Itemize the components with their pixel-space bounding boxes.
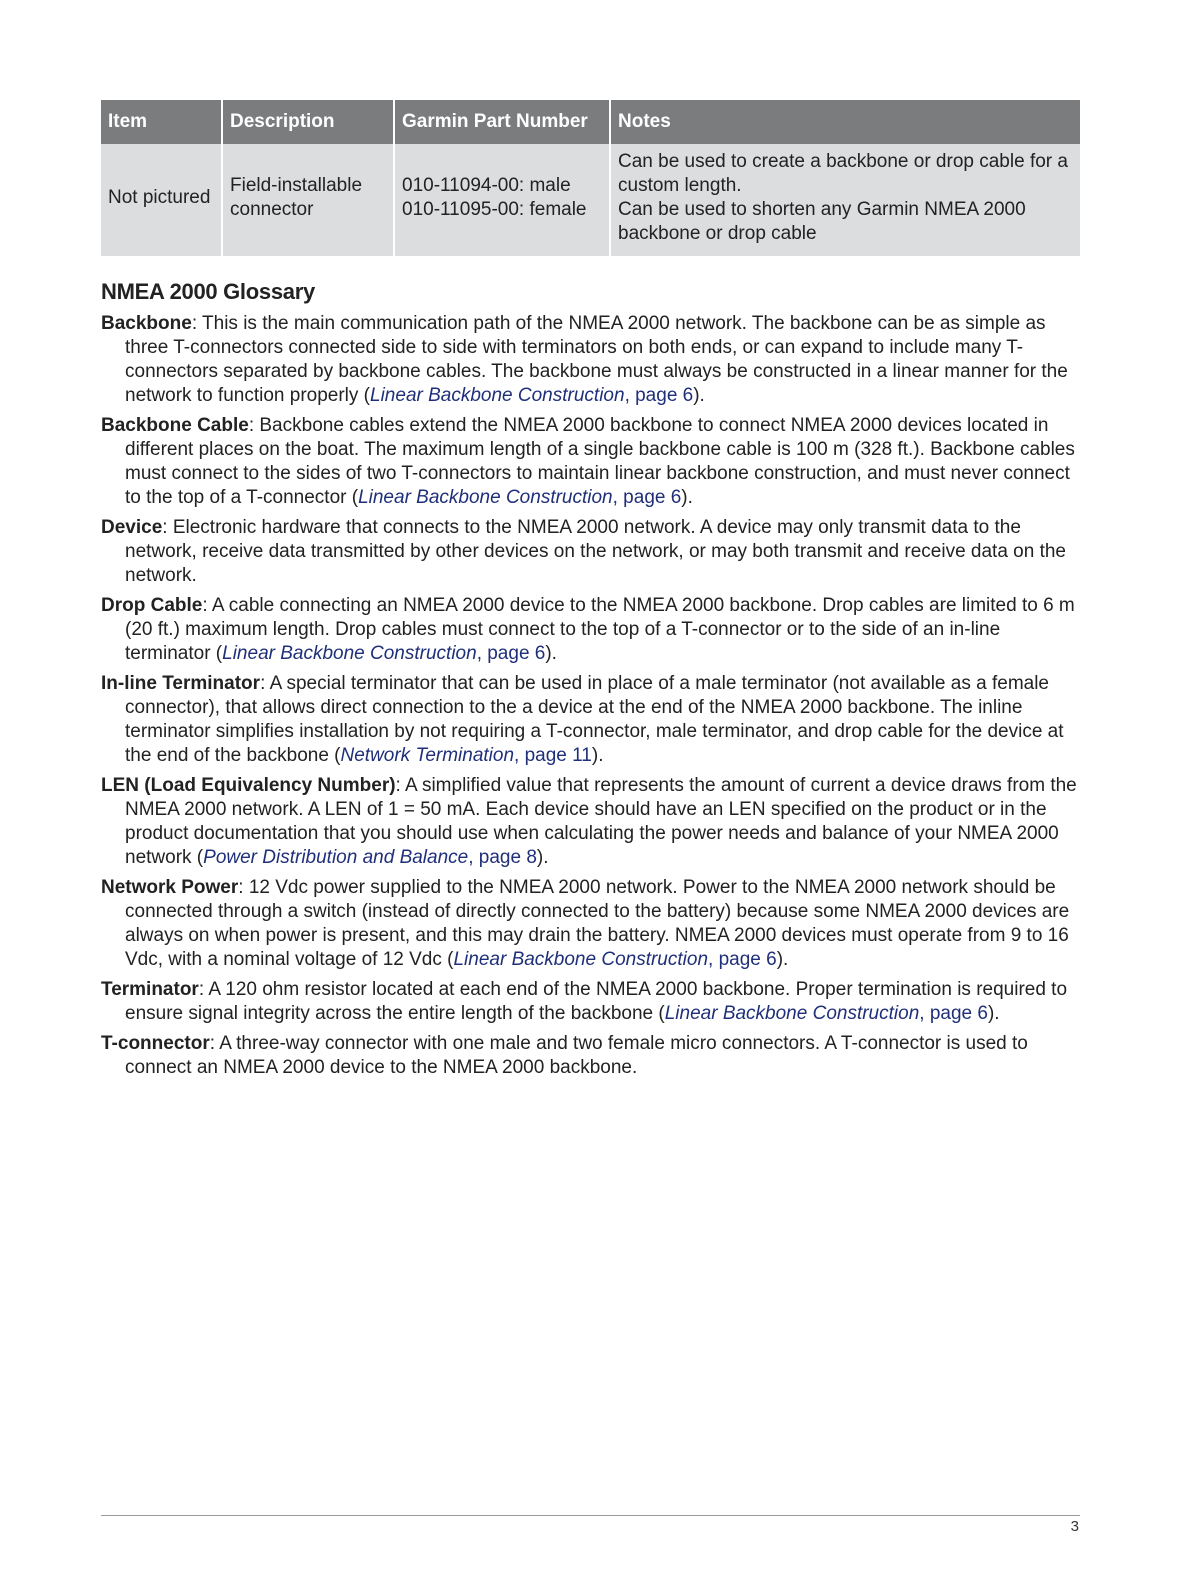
glossary-entry-in-line-terminator	[101, 672, 1081, 768]
term: LEN (Load Equivalency Number)	[101, 775, 396, 796]
cell-description: Field-installable connector	[222, 144, 394, 256]
term: Backbone Cable	[101, 415, 249, 436]
header-description: Description	[222, 100, 394, 144]
definition-end: ).	[536, 847, 549, 868]
definition-end: ).	[591, 745, 604, 766]
definition: : A simplified value that represents the amount of current a device draws from the NMEA 2000 network. A LEN of 1 = 50 mA. Each device should have an LEN specified on the product or in the product documentation that you should use when calculating the power needs and balance of your NMEA 2000 network (	[125, 775, 1077, 868]
page-reference-link[interactable]: , page 6	[708, 949, 777, 970]
definition-end: ).	[987, 1003, 1000, 1024]
cell-item: Not pictured	[101, 144, 222, 256]
parts-table	[101, 100, 1080, 256]
part-number-male: 010-11094-00: male	[402, 175, 571, 196]
cell-part-numbers	[394, 144, 610, 256]
glossary-title: NMEA 2000 Glossary	[101, 279, 315, 304]
definition: : A 120 ohm resistor located at each end of the NMEA 2000 backbone. Proper termination is required to ensure signal integrity across the entire length of the backbone (	[125, 979, 1068, 1024]
definition-end: ).	[693, 385, 705, 406]
page-number: 3	[1070, 1518, 1079, 1535]
glossary-list	[101, 312, 1081, 1086]
note-custom-length: Can be used to create a backbone or drop cable for a custom length.	[618, 151, 1068, 196]
definition-end: ).	[776, 949, 789, 970]
page-reference-link[interactable]: , page 6	[624, 385, 694, 406]
table-header-row	[101, 100, 1080, 144]
glossary-entry-drop-cable	[101, 594, 1081, 666]
term: In-line Terminator	[101, 673, 261, 694]
header-item: Item	[101, 100, 222, 144]
page-reference-link[interactable]: , page 6	[476, 643, 546, 664]
page-reference-link[interactable]: , page 6	[919, 1003, 988, 1024]
cross-reference-link[interactable]: Linear Backbone Construction	[370, 385, 625, 406]
term: Network Power	[101, 877, 239, 898]
footer-divider	[101, 1515, 1080, 1516]
cross-reference-link[interactable]: Linear Backbone Construction	[664, 1003, 920, 1024]
definition: : This is the main communication path of the NMEA 2000 network. The backbone can be as simple as three T-connectors connected side to side with terminators on both ends, or can expand to include many T-connectors separated by backbone cables. The backbone must always be constructed in a linear manner for the network to function properly (	[125, 313, 1068, 406]
page-reference-link[interactable]: , page 11	[514, 745, 592, 766]
table-row	[101, 144, 1080, 256]
glossary-entry-len	[101, 774, 1081, 870]
definition: : 12 Vdc power supplied to the NMEA 2000 network. Power to the NMEA 2000 network should be connected through a switch (instead of directly connected to the battery) because some NMEA 2000 devices are always on when power is present, and this may drain the battery. NMEA 2000 devices must operate from 9 to 16 Vdc, with a nominal voltage of 12 Vdc (	[125, 877, 1070, 970]
cross-reference-link[interactable]: Linear Backbone Construction	[358, 487, 613, 508]
glossary-entry-device	[101, 516, 1081, 588]
cell-notes	[610, 144, 1080, 256]
glossary-entry-terminator	[101, 978, 1081, 1026]
definition-end: ).	[545, 643, 557, 664]
definition-end: ).	[681, 487, 693, 508]
header-part-number: Garmin Part Number	[394, 100, 610, 144]
definition: : Electronic hardware that connects to the NMEA 2000 network. A device may only transmit data to the network, receive data transmitted by other devices on the network, or may both transmit and receive data on the network.	[125, 517, 1066, 586]
cross-reference-link[interactable]: Linear Backbone Construction	[453, 949, 709, 970]
glossary-entry-backbone-cable	[101, 414, 1081, 510]
page-reference-link[interactable]: , page 8	[468, 847, 537, 868]
definition: : A three-way connector with one male and two female micro connectors. A T-connector is used to connect an NMEA 2000 device to the NMEA 2000 backbone.	[125, 1033, 1028, 1078]
glossary-entry-backbone	[101, 312, 1081, 408]
definition: : Backbone cables extend the NMEA 2000 backbone to connect NMEA 2000 devices located in different places on the boat. The maximum length of a single backbone cable is 100 m (328 ft.). Backbone cables must connect to the sides of two T-connectors to maintain linear backbone construction, and must never connect to the top of a T-connector (	[125, 415, 1075, 508]
cross-reference-link[interactable]: Network Termination	[340, 745, 515, 766]
glossary-entry-network-power	[101, 876, 1081, 972]
cross-reference-link[interactable]: Linear Backbone Construction	[222, 643, 477, 664]
glossary-entry-t-connector	[101, 1032, 1081, 1080]
header-notes: Notes	[610, 100, 1080, 144]
term: Terminator	[101, 979, 199, 1000]
note-shorten-cable: Can be used to shorten any Garmin NMEA 2000 backbone or drop cable	[618, 199, 1026, 244]
definition: : A special terminator that can be used in place of a male terminator (not available as a female connector), that allows direct connection to the a device at the end of the NMEA 2000 backbone. The inline terminator simplifies installation by not requiring a T-connector, male terminator, and drop cable for the device at the end of the backbone (	[125, 673, 1064, 766]
term: Backbone	[101, 313, 192, 334]
term: Drop Cable	[101, 595, 203, 616]
definition: : A cable connecting an NMEA 2000 device to the NMEA 2000 backbone. Drop cables are limited to 6 m (20 ft.) maximum length. Drop cables must connect to the top of a T-connector or to the side of an in-line terminator (	[125, 595, 1075, 664]
term: T-connector	[101, 1033, 210, 1054]
page-reference-link[interactable]: , page 6	[612, 487, 682, 508]
cross-reference-link[interactable]: Power Distribution and Balance	[203, 847, 469, 868]
part-number-female: 010-11095-00: female	[402, 199, 587, 220]
term: Device	[101, 517, 163, 538]
